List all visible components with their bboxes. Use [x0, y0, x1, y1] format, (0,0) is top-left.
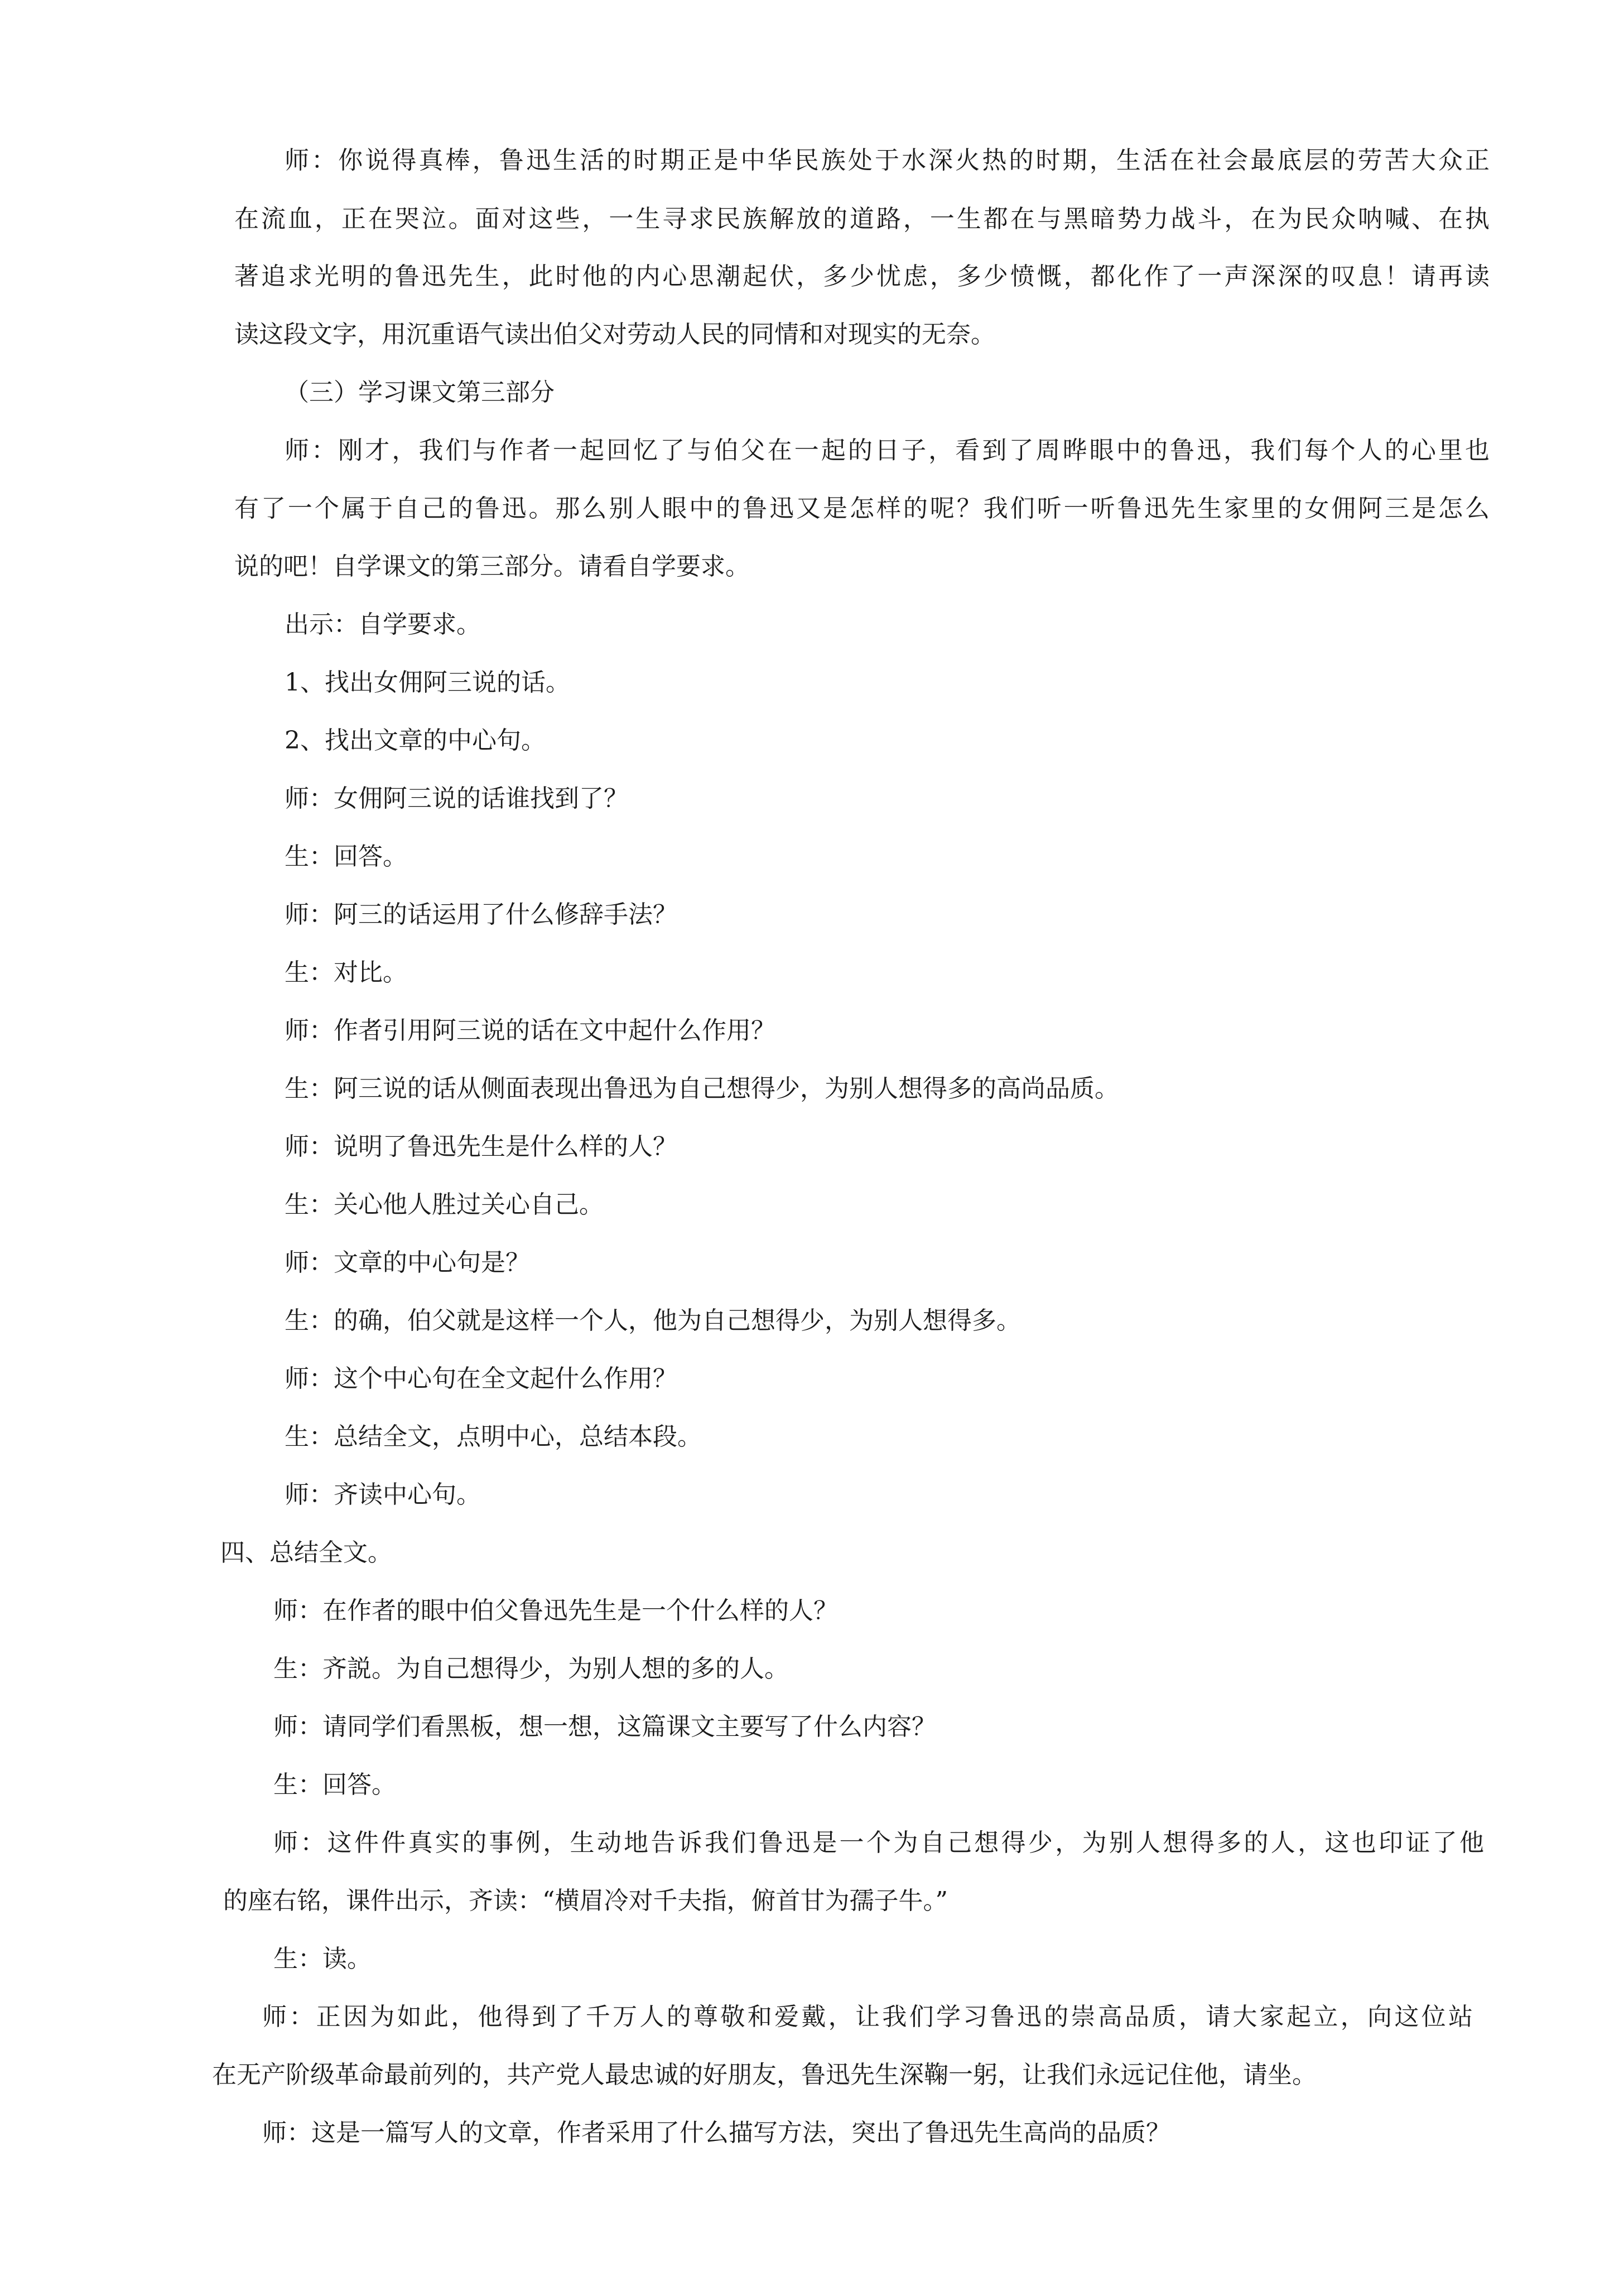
paragraph-line: 的座右铭，课件出示，齐读：“横眉冷对千夫指，俯首甘为孺子牛。”	[223, 1887, 948, 1915]
section-heading: （三）学习课文第三部分	[285, 378, 555, 407]
paragraph-line: 说的吧！自学课文的第三部分。请看自学要求。	[234, 552, 750, 581]
dialogue-line: 师：作者引用阿三说的话在文中起什么作用？	[285, 1016, 775, 1045]
list-item: 2、找出文章的中心句。	[285, 726, 546, 755]
list-item: 1、找出女佣阿三说的话。	[285, 668, 570, 697]
dialogue-line: 生：回答。	[285, 842, 407, 871]
dialogue-line: 生：回答。	[273, 1771, 396, 1799]
paragraph-line: 有了一个属于自己的鲁迅。那么别人眼中的鲁迅又是怎样的呢？我们听一听鲁迅先生家里的女佣阿三是怎么	[234, 494, 1490, 523]
dialogue-line: 师：女佣阿三说的话谁找到了？	[285, 784, 628, 813]
dialogue-line: 师：说明了鲁迅先生是什么样的人？	[285, 1132, 677, 1161]
dialogue-line: 生：读。	[273, 1945, 372, 1973]
dialogue-line: 生：阿三说的话从侧面表现出鲁迅为自己想得少，为别人想得多的高尚品质。	[285, 1074, 1119, 1103]
dialogue-line: 生：对比。	[285, 958, 407, 987]
dialogue-line: 师：请同学们看黑板，想一想，这篇课文主要写了什么内容？	[273, 1713, 936, 1741]
paragraph-line: 在流血，正在哭泣。面对这些，一生寻求民族解放的道路，一生都在与黑暗势力战斗，在为民众呐喊、在执	[234, 205, 1490, 233]
paragraph-line: 在无产阶级革命最前列的，共产党人最忠诚的好朋友，鲁迅先生深鞠一躬，让我们永远记住他，请坐。	[212, 2061, 1317, 2089]
dialogue-line: 师：这个中心句在全文起什么作用？	[285, 1364, 677, 1393]
paragraph-line: 师：这是一篇写人的文章，作者采用了什么描写方法，突出了鲁迅先生高尚的品质？	[262, 2119, 1170, 2147]
paragraph-line: 师：正因为如此，他得到了千万人的尊敬和爱戴，让我们学习鲁迅的崇高品质，请大家起立，向这位站	[262, 2003, 1473, 2031]
dialogue-line: 生：总结全文，点明中心，总结本段。	[285, 1422, 702, 1451]
section-heading: 四、总结全文。	[220, 1538, 392, 1567]
dialogue-line: 师：在作者的眼中伯父鲁迅先生是一个什么样的人？	[273, 1596, 838, 1625]
dialogue-line: 师：齐读中心句。	[285, 1480, 481, 1509]
dialogue-line: 生：齐説。为自己想得少，为别人想的多的人。	[273, 1655, 789, 1683]
paragraph-line: 师：刚才，我们与作者一起回忆了与伯父在一起的日子，看到了周晔眼中的鲁迅，我们每个人的心里也	[285, 436, 1490, 465]
dialogue-line: 生：的确，伯父就是这样一个人，他为自己想得少，为别人想得多。	[285, 1306, 1021, 1335]
paragraph-line: 师：这件件真实的事例，生动地告诉我们鲁迅是一个为自己想得少，为别人想得多的人，这也印证了他	[273, 1829, 1484, 1857]
paragraph-line: 读这段文字，用沉重语气读出伯父对劳动人民的同情和对现实的无奈。	[234, 320, 995, 349]
dialogue-line: 师：文章的中心句是？	[285, 1248, 530, 1277]
paragraph-line: 著追求光明的鲁迅先生，此时他的内心思潮起伏，多少忧虑，多少愤慨，都化作了一声深深的叹息！请再读	[234, 262, 1490, 291]
paragraph-line: 师：你说得真棒，鲁迅生活的时期正是中华民族处于水深火热的时期，生活在社会最底层的劳苦大众正	[285, 146, 1490, 175]
dialogue-line: 师：阿三的话运用了什么修辞手法？	[285, 900, 677, 929]
dialogue-line: 生：关心他人胜过关心自己。	[285, 1190, 604, 1219]
paragraph-line: 出示：自学要求。	[285, 610, 481, 639]
